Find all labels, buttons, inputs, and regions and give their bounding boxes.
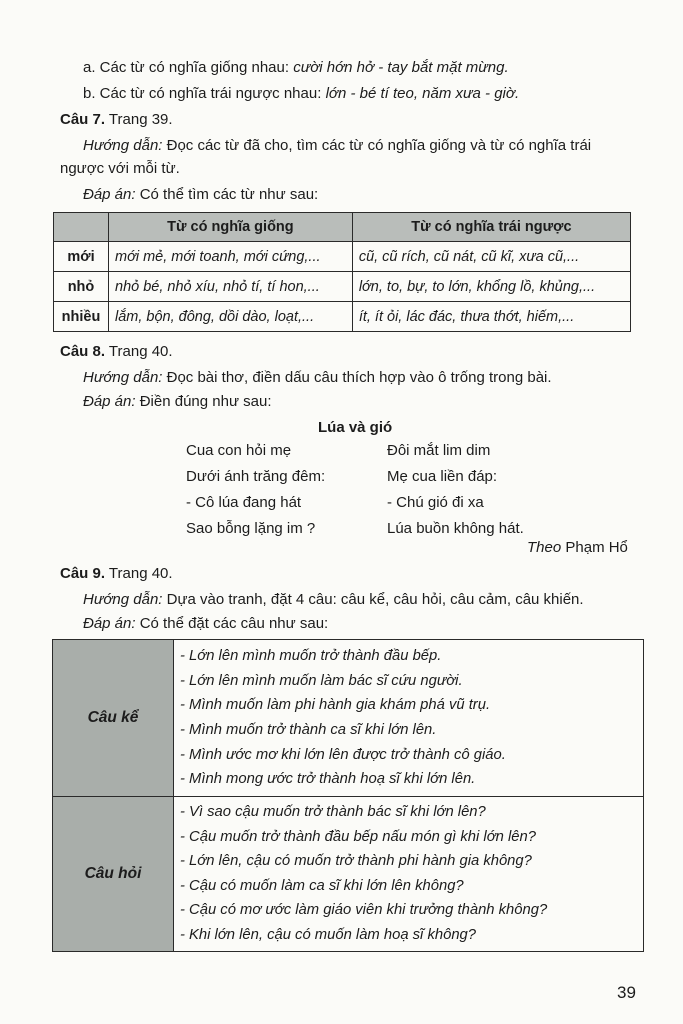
sentence: - Mình muốn làm phi hành gia khám phá vũ trụ. bbox=[180, 697, 491, 714]
table-row bbox=[54, 272, 631, 302]
answer-line-a: a. Các từ có nghĩa giống nhau: cười hớn hở - tay bắt mặt mừng. bbox=[83, 59, 509, 76]
answer-line-b: b. Các từ có nghĩa trái ngược nhau: lớn - bé tí teo, năm xưa - giờ. bbox=[83, 85, 520, 102]
poem-line: Dưới ánh trăng đêm: bbox=[186, 468, 326, 485]
sentence: - Mình muốn trở thành ca sĩ khi lớn lên. bbox=[180, 722, 437, 738]
table-row bbox=[53, 797, 644, 952]
question-8-answer: Đáp án: Điền đúng như sau: bbox=[83, 393, 272, 410]
sentence: - Lớn lên, cậu có muốn trở thành phi hành gia không? bbox=[180, 853, 532, 870]
table-row bbox=[54, 302, 631, 332]
sentence: - Cậu muốn trở thành đầu bếp nấu món gì khi lớn lên? bbox=[180, 828, 536, 845]
question-7-answer: Đáp án: Có thể tìm các từ như sau: bbox=[83, 186, 319, 203]
row-similar: nhỏ bé, nhỏ xíu, nhỏ tí, tí hon,... bbox=[109, 272, 353, 302]
sentence: - Cậu có muốn làm ca sĩ khi lớn lên không? bbox=[180, 877, 464, 894]
question-7-guide: Hướng dẫn: Đọc các từ đã cho, tìm các từ có nghĩa giống và từ có nghĩa trái bbox=[83, 137, 592, 154]
sentence: - Cậu có mơ ước làm giáo viên khi trưởng thành không? bbox=[180, 902, 548, 919]
page-number: 39 bbox=[617, 983, 636, 1002]
group-sentences bbox=[174, 640, 644, 797]
question-9-heading: Câu 9. Trang 40. bbox=[60, 565, 173, 582]
word-table bbox=[53, 212, 631, 332]
sentence: - Khi lớn lên, cậu có muốn làm hoạ sĩ không? bbox=[180, 926, 477, 943]
sentence-table bbox=[52, 639, 644, 952]
sentence: - Mình mong ước trở thành hoạ sĩ khi lớn lên. bbox=[180, 771, 476, 788]
group-label: Câu hỏi bbox=[53, 797, 174, 952]
poem-line: - Chú gió đi xa bbox=[387, 494, 484, 511]
header-similar: Từ có nghĩa giống bbox=[109, 213, 353, 242]
row-opposite: cũ, cũ rích, cũ nát, cũ kĩ, xưa cũ,... bbox=[352, 242, 630, 272]
poem-right-column bbox=[387, 440, 524, 544]
sentence: - Mình ước mơ khi lớn lên được trở thành cô giáo. bbox=[180, 746, 506, 763]
poem-line: - Cô lúa đang hát bbox=[186, 494, 302, 511]
poem-title: Lúa và gió bbox=[318, 419, 393, 436]
question-9-guide: Hướng dẫn: Dựa vào tranh, đặt 4 câu: câu kể, câu hỏi, câu cảm, câu khiến. bbox=[83, 591, 584, 608]
row-similar: lắm, bộn, đông, dồi dào, loạt,... bbox=[109, 302, 353, 332]
poem-line: Lúa buồn không hát. bbox=[387, 520, 524, 537]
sentence: - Lớn lên mình muốn làm bác sĩ cứu người. bbox=[180, 672, 463, 689]
table-row bbox=[53, 640, 644, 797]
row-word: nhiều bbox=[54, 302, 109, 332]
poem-line: Mẹ cua liền đáp: bbox=[387, 468, 498, 485]
question-8-guide: Hướng dẫn: Đọc bài thơ, điền dấu câu thích hợp vào ô trống trong bài. bbox=[83, 369, 552, 386]
row-similar: mới mẻ, mới toanh, mới cứng,... bbox=[109, 242, 353, 272]
word-table-header bbox=[54, 213, 631, 242]
poem-source: Theo Phạm Hổ bbox=[527, 539, 628, 556]
poem-line: Đôi mắt lim dim bbox=[387, 442, 491, 459]
table-row bbox=[54, 242, 631, 272]
question-8-heading: Câu 8. Trang 40. bbox=[60, 343, 173, 360]
header-empty bbox=[54, 213, 109, 242]
row-opposite: lớn, to, bự, to lớn, khổng lồ, khủng,... bbox=[352, 272, 630, 302]
poem-line: Cua con hỏi mẹ bbox=[186, 442, 292, 459]
question-7-heading: Câu 7. Trang 39. bbox=[60, 111, 173, 128]
row-word: nhỏ bbox=[54, 272, 109, 302]
row-opposite: ít, ít ỏi, lác đác, thưa thớt, hiếm,... bbox=[352, 302, 630, 332]
poem-line: Sao bỗng lặng im ? bbox=[186, 520, 316, 537]
row-word: mới bbox=[54, 242, 109, 272]
question-7-guide-cont: ngược với mỗi từ. bbox=[60, 160, 180, 177]
question-9-answer: Đáp án: Có thể đặt các câu như sau: bbox=[83, 615, 329, 632]
group-sentences bbox=[174, 797, 644, 952]
poem-left-column bbox=[186, 440, 325, 544]
group-label: Câu kể bbox=[53, 640, 174, 797]
header-opposite: Từ có nghĩa trái ngược bbox=[352, 213, 630, 242]
sentence: - Lớn lên mình muốn trở thành đầu bếp. bbox=[180, 648, 442, 665]
sentence: - Vì sao cậu muốn trở thành bác sĩ khi lớn lên? bbox=[180, 804, 486, 820]
